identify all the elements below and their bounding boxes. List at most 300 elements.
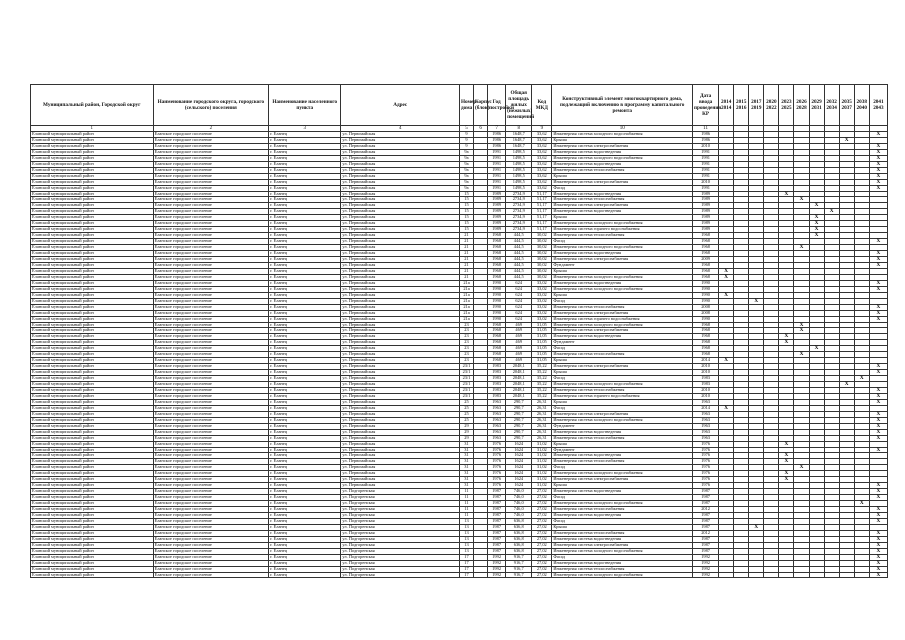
period-cell: X [869,411,887,417]
house-number-cell: 21 [459,251,473,257]
area-cell: 746,0 [506,501,532,507]
year-cell: 1983 [488,370,506,376]
settlement-cell: Еланское городское поселение [153,405,269,411]
code-cell: 33,62 [532,185,552,191]
address-cell: ул. Первомайская [341,149,460,155]
house-number-cell: 13 [459,530,473,536]
element-cell: Фасад [552,405,693,411]
year-cell: 1983 [488,364,506,370]
date-cell: 1991 [693,149,719,155]
year-cell: 1963 [488,423,506,429]
year-cell: 1990 [488,316,506,322]
settlement-cell: Еланское городское поселение [153,495,269,501]
year-cell: 1992 [488,560,506,566]
period-cell: X [824,209,839,215]
column-header: 2041 2043 [869,85,887,126]
column-number: 11 [693,126,719,132]
locality-cell: г. Еланец [269,149,341,155]
area-cell: 916,7 [506,566,532,572]
element-cell: Крыша [552,524,693,530]
address-cell: ул. Первомайская [341,405,460,411]
settlement-cell: Еланское городское поселение [153,185,269,191]
locality-cell: г. Еланец [269,429,341,435]
area-cell: 1624 [506,483,532,489]
district-cell: Еланский муниципальный район [31,429,154,435]
house-number-cell: 23 [459,340,473,346]
locality-cell: г. Еланец [269,280,341,286]
element-cell: Инженерная система электроснабжения [552,542,693,548]
building-cell [474,572,488,578]
period-cell: X [719,405,734,411]
settlement-cell: Еланское городское поселение [153,453,269,459]
column-header: 2023 2025 [779,85,794,126]
column-header: Год постройки [488,85,506,126]
locality-cell: г. Еланец [269,191,341,197]
address-cell: ул. Первомайская [341,393,460,399]
year-cell: 1989 [488,221,506,227]
code-cell: 30,02 [532,262,552,268]
settlement-cell: Еланское городское поселение [153,387,269,393]
date-cell: 1992 [693,572,719,578]
period-cell: X [719,358,734,364]
code-cell: 30,02 [532,251,552,257]
date-cell: 1992 [693,554,719,560]
settlement-cell: Еланское городское поселение [153,257,269,263]
locality-cell: г. Еланец [269,495,341,501]
house-number-cell: 9а [459,149,473,155]
element-cell: Фасад [552,376,693,382]
settlement-cell: Еланское городское поселение [153,155,269,161]
element-cell: Инженерная система горячего водоснабжения [552,316,693,322]
settlement-cell: Еланское городское поселение [153,137,269,143]
house-number-cell: 31 [459,447,473,453]
element-cell: Инженерная система теплоснабжения [552,530,693,536]
period-cell: X [719,268,734,274]
house-number-cell: 11 [459,501,473,507]
code-cell: 27,02 [532,524,552,530]
column-number: 4 [341,126,460,132]
element-cell: Инженерная система теплоснабжения [552,459,693,465]
area-cell: 2048,1 [506,387,532,393]
year-cell: 1968 [488,262,506,268]
period-cell: X [869,239,887,245]
code-cell: 35,22 [532,364,552,370]
period-cell [734,572,749,578]
date-cell: 1989 [693,215,719,221]
house-number-cell: 25 [459,399,473,405]
area-cell: 290,7 [506,405,532,411]
element-cell: Инженерная система теплоснабжения [552,387,693,393]
capital-repair-program-table [30,84,888,578]
district-cell: Еланский муниципальный район [31,411,154,417]
settlement-cell: Еланское городское поселение [153,310,269,316]
area-cell: 624 [506,316,532,322]
address-cell: ул. Первомайская [341,221,460,227]
year-cell: 1989 [488,197,506,203]
period-cell [794,572,809,578]
locality-cell: г. Еланец [269,203,341,209]
element-cell: Инженерная система водоотведения [552,251,693,257]
column-header: 2032 2034 [824,85,839,126]
area-cell: 624 [506,304,532,310]
date-cell: 2008 [693,310,719,316]
code-cell: 51,17 [532,197,552,203]
column-number: 2 [153,126,269,132]
column-number: 8 [506,126,532,132]
locality-cell: г. Еланец [269,387,341,393]
district-cell: Еланский муниципальный район [31,417,154,423]
address-cell: ул. Первомайская [341,233,460,239]
code-cell: 33,02 [532,298,552,304]
period-cell: X [809,215,824,221]
address-cell: ул. Первомайская [341,245,460,251]
district-cell: Еланский муниципальный район [31,251,154,257]
code-cell: 33,02 [532,304,552,310]
locality-cell: г. Еланец [269,173,341,179]
date-cell: 1968 [693,233,719,239]
house-number-cell: 9а [459,161,473,167]
column-header: Код МКД [532,85,552,126]
period-cell: X [749,298,764,304]
district-cell: Еланский муниципальный район [31,453,154,459]
year-cell: 1983 [488,393,506,399]
address-cell: ул. Первомайская [341,358,460,364]
address-cell: ул. Первомайская [341,286,460,292]
period-cell [719,572,734,578]
code-cell: 27,02 [532,507,552,513]
settlement-cell: Еланское городское поселение [153,215,269,221]
code-cell: 30,02 [532,268,552,274]
date-cell: 1976 [693,483,719,489]
period-cell: X [779,477,794,483]
year-cell: 1976 [488,465,506,471]
year-cell: 1963 [488,417,506,423]
house-number-cell: 21 [459,233,473,239]
district-cell: Еланский муниципальный район [31,340,154,346]
address-cell: ул. Подгоренская [341,513,460,519]
district-cell: Еланский муниципальный район [31,477,154,483]
period-cell: X [869,387,887,393]
date-cell: 1989 [693,191,719,197]
code-cell: 31,05 [532,340,552,346]
address-cell: ул. Подгоренская [341,501,460,507]
locality-cell: г. Еланец [269,382,341,388]
year-cell: 1986 [488,137,506,143]
area-cell: 624 [506,310,532,316]
period-cell: X [869,560,887,566]
settlement-cell: Еланское городское поселение [153,370,269,376]
column-number: 7 [488,126,506,132]
settlement-cell: Еланское городское поселение [153,328,269,334]
year-cell: 1987 [488,542,506,548]
house-number-cell: 15 [459,221,473,227]
year-cell: 1987 [488,524,506,530]
year-cell: 1968 [488,322,506,328]
element-cell: Инженерная система холодного водоснабжения [552,132,693,138]
settlement-cell: Еланское городское поселение [153,197,269,203]
area-cell: 2048,1 [506,376,532,382]
house-number-cell: 23/1 [459,370,473,376]
element-cell: Инженерная система холодного водоснабжения [552,221,693,227]
district-cell: Еланский муниципальный район [31,149,154,155]
code-cell: 31,02 [532,483,552,489]
code-cell: 31,02 [532,465,552,471]
district-cell: Еланский муниципальный район [31,393,154,399]
locality-cell: г. Еланец [269,411,341,417]
period-cell: X [869,304,887,310]
period-cell: X [869,316,887,322]
column-header: Корпус (блок) [474,85,488,126]
settlement-cell: Еланское городское поселение [153,179,269,185]
year-cell: 1987 [488,518,506,524]
element-cell: Инженерная система теплоснабжения [552,233,693,239]
date-cell: 1968 [693,340,719,346]
year-cell: 1968 [488,245,506,251]
district-cell: Еланский муниципальный район [31,501,154,507]
district-cell: Еланский муниципальный район [31,179,154,185]
district-cell: Еланский муниципальный район [31,233,154,239]
settlement-cell: Еланское городское поселение [153,554,269,560]
area-cell: 469 [506,334,532,340]
element-cell: Фасад [552,465,693,471]
period-cell: X [794,352,809,358]
element-cell: Инженерная система электроснабжения [552,143,693,149]
year-cell: 1983 [488,382,506,388]
date-cell: 1968 [693,239,719,245]
district-cell: Еланский муниципальный район [31,376,154,382]
district-cell: Еланский муниципальный район [31,322,154,328]
area-cell: 469 [506,358,532,364]
house-number-cell: 17 [459,572,473,578]
year-cell: 1968 [488,328,506,334]
house-number-cell: 25 [459,417,473,423]
column-header: 2038 2040 [854,85,869,126]
date-cell: 1976 [693,465,719,471]
date-cell: 1968 [693,334,719,340]
element-cell: Инженерная система электроснабжения [552,411,693,417]
house-number-cell: 21 [459,268,473,274]
locality-cell: г. Еланец [269,137,341,143]
element-cell: Инженерная система водоотведения [552,149,693,155]
year-cell: 1968 [488,346,506,352]
period-cell: X [869,280,887,286]
locality-cell: г. Еланец [269,572,341,578]
address-cell: ул. Первомайская [341,382,460,388]
locality-cell: г. Еланец [269,370,341,376]
period-cell [839,572,854,578]
locality-cell: г. Еланец [269,274,341,280]
address-cell: ул. Первомайская [341,209,460,215]
date-cell: 1987 [693,548,719,554]
code-cell: 31,02 [532,459,552,465]
period-cell: X [869,566,887,572]
column-header: 2029 2031 [809,85,824,126]
code-cell: 51,17 [532,221,552,227]
district-cell: Еланский муниципальный район [31,197,154,203]
code-cell: 26,31 [532,405,552,411]
settlement-cell: Еланское городское поселение [153,524,269,530]
table-header-row [31,85,888,126]
element-cell: Фасад [552,239,693,245]
year-cell: 1987 [488,536,506,542]
settlement-cell: Еланское городское поселение [153,203,269,209]
period-cell: X [869,393,887,399]
column-header: Наименование населенного пункта [269,85,341,126]
code-cell: 26,31 [532,399,552,405]
column-header: Конструктивный элемент многоквартирного дома, подлежащий включению в программу капитального ремонта [552,85,693,126]
date-cell: 1989 [693,227,719,233]
code-cell: 33,62 [532,137,552,143]
address-cell: ул. Подгоренская [341,495,460,501]
period-cell: X [809,221,824,227]
district-cell: Еланский муниципальный район [31,227,154,233]
district-cell: Еланский муниципальный район [31,132,154,138]
district-cell: Еланский муниципальный район [31,257,154,263]
element-cell: Крыша [552,292,693,298]
year-cell: 1976 [488,477,506,483]
area-cell: 469 [506,340,532,346]
settlement-cell: Еланское городское поселение [153,465,269,471]
district-cell: Еланский муниципальный район [31,191,154,197]
district-cell: Еланский муниципальный район [31,459,154,465]
area-cell: 1624 [506,459,532,465]
element-cell: Инженерная система холодного водоснабжения [552,471,693,477]
year-cell: 1968 [488,257,506,263]
area-cell: 2048,1 [506,393,532,399]
area-cell: 444,5 [506,274,532,280]
house-number-cell: 9а [459,185,473,191]
house-number-cell: 11 [459,513,473,519]
address-cell: ул. Первомайская [341,340,460,346]
locality-cell: г. Еланец [269,489,341,495]
code-cell: 31,02 [532,471,552,477]
address-cell: ул. Первомайская [341,328,460,334]
area-cell: 2734,9 [506,203,532,209]
settlement-cell: Еланское городское поселение [153,429,269,435]
locality-cell: г. Еланец [269,209,341,215]
period-cell: X [869,257,887,263]
settlement-cell: Еланское городское поселение [153,132,269,138]
address-cell: ул. Первомайская [341,310,460,316]
district-cell: Еланский муниципальный район [31,143,154,149]
date-cell: 1968 [693,268,719,274]
element-cell: Инженерная система водоотведения [552,536,693,542]
element-cell: Крыша [552,358,693,364]
area-cell: 916,7 [506,560,532,566]
area-cell: 636,8 [506,548,532,554]
element-cell: Инженерная система теплоснабжения [552,197,693,203]
locality-cell: г. Еланец [269,465,341,471]
district-cell: Еланский муниципальный район [31,483,154,489]
element-cell: Крыша [552,483,693,489]
settlement-cell: Еланское городское поселение [153,149,269,155]
area-cell: 746,0 [506,507,532,513]
date-cell: 1987 [693,501,719,507]
district-cell: Еланский муниципальный район [31,518,154,524]
district-cell: Еланский муниципальный район [31,346,154,352]
house-number-cell: 23/1 [459,393,473,399]
period-cell: X [839,137,854,143]
period-cell: X [779,334,794,340]
column-header: Муниципальный район, Городской округ [31,85,154,126]
code-cell: 27,02 [532,566,552,572]
period-cell: X [809,203,824,209]
area-cell: 444,5 [506,268,532,274]
year-cell: 1963 [488,429,506,435]
period-cell [824,572,839,578]
settlement-cell: Еланское городское поселение [153,173,269,179]
period-cell: X [869,185,887,191]
house-number-cell: 21а [459,316,473,322]
area-cell: 290,7 [506,429,532,435]
period-cell: X [794,465,809,471]
house-number-cell: 17 [459,566,473,572]
address-cell: ул. Первомайская [341,215,460,221]
house-number-cell: 17 [459,554,473,560]
settlement-cell: Еланское городское поселение [153,245,269,251]
locality-cell: г. Еланец [269,554,341,560]
house-number-cell: 17 [459,560,473,566]
year-cell: 1968 [488,340,506,346]
year-cell: 1987 [488,489,506,495]
year-cell: 1976 [488,483,506,489]
locality-cell: г. Еланец [269,197,341,203]
date-cell: 1987 [693,513,719,519]
period-cell: X [794,322,809,328]
element-cell: Крыша [552,370,693,376]
settlement-cell: Еланское городское поселение [153,292,269,298]
district-cell: Еланский муниципальный район [31,245,154,251]
locality-cell: г. Еланец [269,298,341,304]
column-header: 2020 2022 [764,85,779,126]
district-cell: Еланский муниципальный район [31,316,154,322]
year-cell: 1991 [488,167,506,173]
period-cell: X [779,459,794,465]
element-cell: Крыша [552,268,693,274]
address-cell: ул. Подгоренская [341,572,460,578]
element-cell: Инженерная система электроснабжения [552,203,693,209]
locality-cell: г. Еланец [269,239,341,245]
district-cell: Еланский муниципальный район [31,524,154,530]
address-cell: ул. Подгоренская [341,507,460,513]
code-cell: 26,31 [532,435,552,441]
year-cell: 1963 [488,405,506,411]
locality-cell: г. Еланец [269,257,341,263]
locality-cell: г. Еланец [269,227,341,233]
house-number-cell: 29 [459,435,473,441]
house-number-cell: 23 [459,322,473,328]
settlement-cell: Еланское городское поселение [153,447,269,453]
area-cell: 636,8 [506,542,532,548]
period-cell: X [794,197,809,203]
area-cell: 636,8 [506,518,532,524]
settlement-cell: Еланское городское поселение [153,501,269,507]
settlement-cell: Еланское городское поселение [153,346,269,352]
settlement-cell: Еланское городское поселение [153,239,269,245]
district-cell: Еланский муниципальный район [31,399,154,405]
code-cell: 30,02 [532,233,552,239]
area-cell: 1648,7 [506,132,532,138]
code-cell: 30,02 [532,257,552,263]
locality-cell: г. Еланец [269,340,341,346]
date-cell: 1991 [693,167,719,173]
date-cell: 1986 [693,132,719,138]
date-cell: 1963 [693,429,719,435]
locality-cell: г. Еланец [269,167,341,173]
locality-cell: г. Еланец [269,292,341,298]
settlement-cell: Еланское городское поселение [153,471,269,477]
address-cell: ул. Первомайская [341,298,460,304]
